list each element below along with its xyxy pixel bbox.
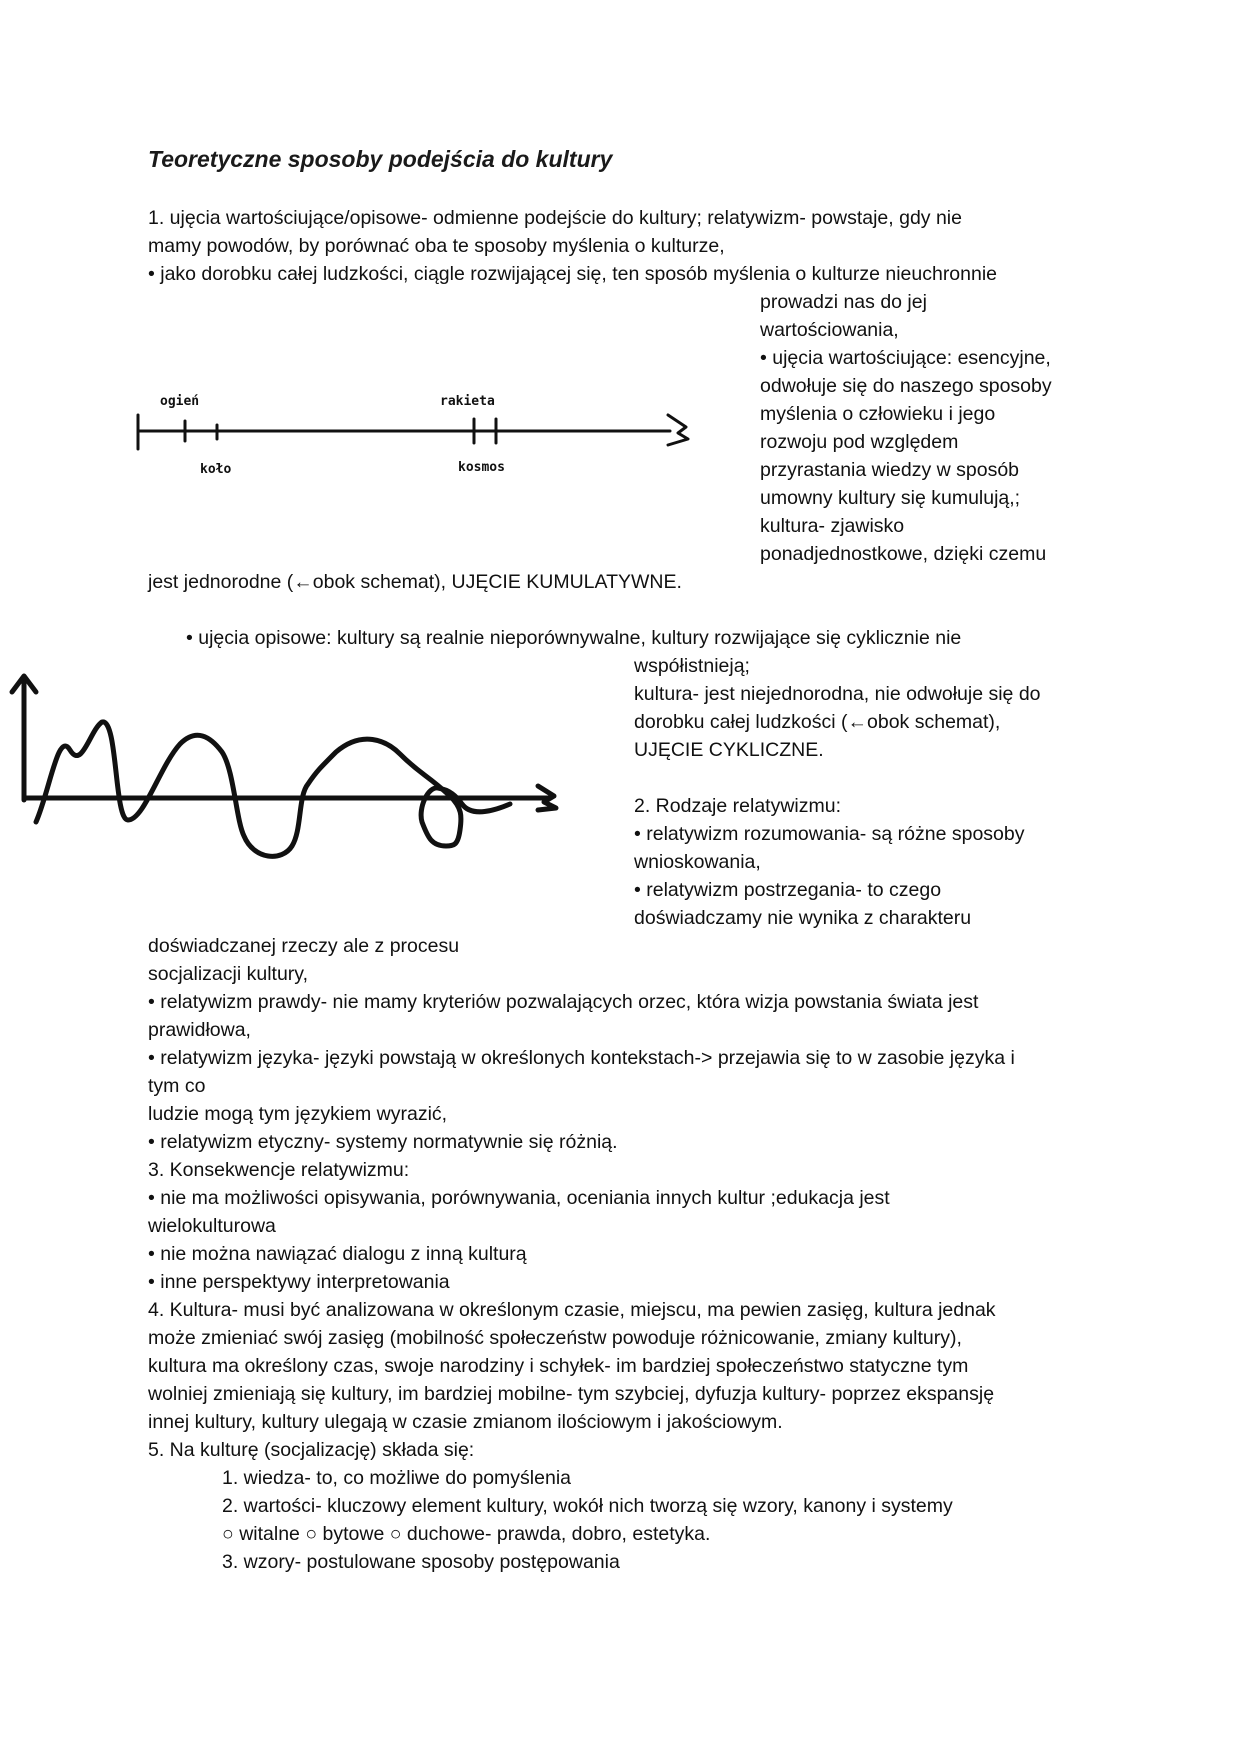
wave-line [36,722,510,856]
document-title: Teoretyczne sposoby podejścia do kultury [148,146,613,172]
timeline-label: rakieta [440,394,495,409]
text-line: kultura ma określony czas, swoje narodziny i schyłek- im bardziej społeczeństwo statyczne tym [148,1355,969,1377]
text-line: wartościowania, [760,319,899,341]
text-line: wolniej zmieniają się kultury, im bardziej mobilne- tym szybciej, dyfuzja kultury- poprzez ekspansję [148,1383,995,1405]
text-line: kultura- jest niejednorodna, nie odwołuje się do [634,683,1041,705]
text-line: może zmieniać swój zasięg (mobilność społeczeństw powoduje różnicowanie, zmiany kultury), [148,1327,962,1349]
text-line: dorobku całej ludzkości (←obok schemat), [634,711,1001,733]
text-line: ludzie mogą tym językiem wyrazić, [148,1103,448,1125]
text-line: • relatywizm etyczny- systemy normatywnie się różnią. [148,1131,618,1153]
text-line: przyrastania wiedzy w sposób [760,459,1020,481]
cyclical-wave-sketch [10,670,570,870]
text-line: 1. wiedza- to, co możliwe do pomyślenia [222,1467,571,1489]
text-line: • relatywizm prawdy- nie mamy kryteriów pozwalających orzec, która wizja powstania świata jest [148,991,979,1013]
text-line: 2. Rodzaje relatywizmu: [634,795,841,817]
text-line: tym co [148,1075,206,1097]
text-line: współistnieją; [634,655,750,677]
text-line: • inne perspektywy interpretowania [148,1271,450,1293]
text-line: • ujęcia opisowe: kultury są realnie nieporównywalne, kultury rozwijające się cyklicznie nie [186,627,962,649]
text-line: wielokulturowa [148,1215,276,1237]
text-line: ponadjednostkowe, dzięki czemu [760,543,1047,565]
text-line: 3. wzory- postulowane sposoby postępowania [222,1551,620,1573]
text-line: • ujęcia wartościujące: esencyjne, [760,347,1051,369]
text-line: • relatywizm postrzegania- to czego [634,879,942,901]
text-line: doświadczanej rzeczy ale z procesu [148,935,460,957]
text-line: • nie można nawiązać dialogu z inną kulturą [148,1243,527,1265]
text-line: • relatywizm języka- języki powstają w określonych kontekstach-> przejawia się to w zasobie języka i [148,1047,1015,1069]
text-line: prowadzi nas do jej [760,291,927,313]
text-line: ○ witalne ○ bytowe ○ duchowe- prawda, dobro, estetyka. [222,1523,711,1545]
text-line: socjalizacji kultury, [148,963,309,985]
text-line: UJĘCIE CYKLICZNE. [634,739,824,761]
text-line: kultura- zjawisko [760,515,905,537]
timeline-label: kosmos [458,460,505,475]
text-line: 5. Na kulturę (socjalizację) składa się: [148,1439,475,1461]
text-line: • relatywizm rozumowania- są różne sposoby [634,823,1025,845]
text-line: 4. Kultura- musi być analizowana w określonym czasie, miejscu, ma pewien zasięg, kultura jednak [148,1299,996,1321]
text-line: myślenia o człowieku i jego [760,403,996,425]
text-line: • jako dorobku całej ludzkości, ciągle rozwijającej się, ten sposób myślenia o kulturze nieuchronnie [148,263,998,285]
text-line: odwołuje się do naszego sposoby [760,375,1052,397]
text-line: doświadczamy nie wynika z charakteru [634,907,972,929]
text-line: prawidłowa, [148,1019,251,1041]
text-line: rozwoju pod względem [760,431,959,453]
text-line: mamy powodów, by porównać oba te sposoby myślenia o kulturze, [148,235,725,257]
timeline-label: koło [200,462,232,477]
text-line: 1. ujęcia wartościujące/opisowe- odmienne podejście do kultury; relatywizm- powstaje, gdy nie [148,207,962,229]
text-line: innej kultury, kultury ulegają w czasie zmianom ilościowym i jakościowym. [148,1411,783,1433]
text-line: 3. Konsekwencje relatywizmu: [148,1159,410,1181]
text-line: wnioskowania, [634,851,761,873]
text-line: • nie ma możliwości opisywania, porównywania, oceniania innych kultur ;edukacja jest [148,1187,890,1209]
text-line: 2. wartości- kluczowy element kultury, wokół nich tworzą się wzory, kanony i systemy [222,1495,953,1517]
timeline-label: ogień [160,394,200,409]
text-line: jest jednorodne (←obok schemat), UJĘCIE KUMULATYWNE. [148,571,682,593]
text-line: umowny kultury się kumulują,; [760,487,1021,509]
